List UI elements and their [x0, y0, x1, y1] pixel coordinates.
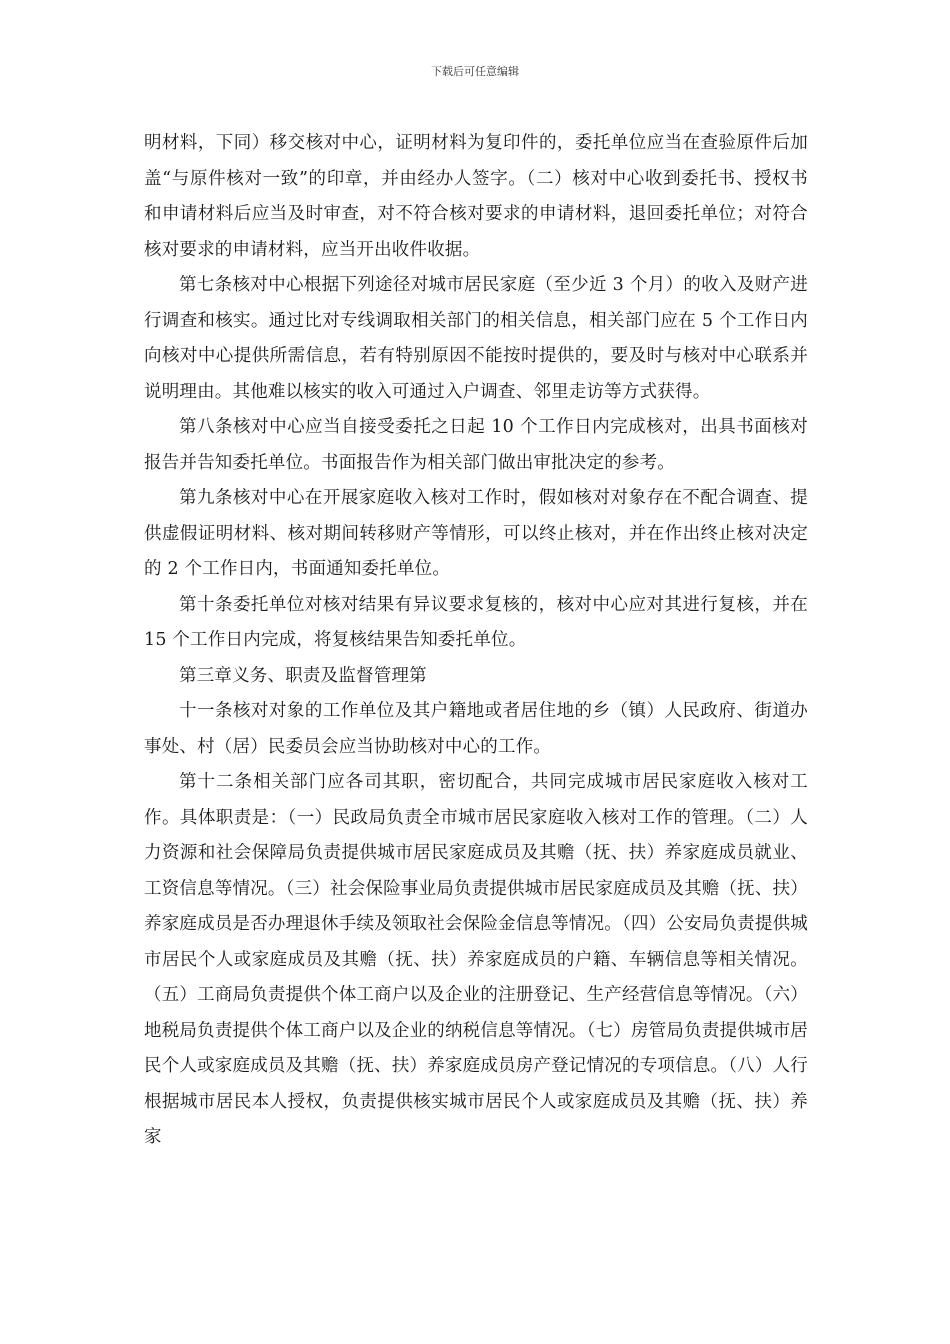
- paragraph-article-11: 十一条核对对象的工作单位及其户籍地或者居住地的乡（镇）人民政府、街道办事处、村（居）民委员会应当协助核对中心的工作。: [144, 701, 808, 757]
- paragraph-article-7: 第七条核对中心根据下列途径对城市居民家庭（至少近 3 个月）的收入及财产进行调查和核实。通过比对专线调取相关部门的相关信息，相关部门应在 5 个工作日内向核对中心提供所需信息，若有特别原因不能按时提供的，要及时与核对中心联系并说明理由。其他难以核实的收入可通过入户调查、邻里走访等方式获得。: [144, 275, 808, 402]
- document-body: [144, 126, 808, 1156]
- paragraph-article-8: 第八条核对中心应当自接受委托之日起 10 个工作日内完成核对，出具书面核对报告并告知委托单位。书面报告作为相关部门做出审批决定的参考。: [144, 417, 808, 473]
- paragraph-article-12: 第十二条相关部门应各司其职，密切配合，共同完成城市居民家庭收入核对工作。具体职责是：（一）民政局负责全市城市居民家庭收入核对工作的管理。（二）人力资源和社会保障局负责提供城市居民家庭成员及其赡（抚、扶）养家庭成员就业、工资信息等情况。（三）社会保险事业局负责提供城市居民家庭成员及其赡（抚、扶）养家庭成员是否办理退休手续及领取社会保险金信息等情况。（四）公安局负责提供城市居民个人或家庭成员及其赡（抚、扶）养家庭成员的户籍、车辆信息等相关情况。（五）工商局负责提供个体工商户以及企业的注册登记、生产经营信息等情况。（六）地税局负责提供个体工商户以及企业的纳税信息等情况。（七）房管局负责提供城市居民个人或家庭成员及其赡（抚、扶）养家庭成员房产登记情况的专项信息。（八）人行根据城市居民本人授权，负责提供核实城市居民个人或家庭成员及其赡（抚、扶）养家: [144, 772, 808, 1147]
- chapter-heading: 第三章义务、职责及监督管理第: [179, 665, 427, 686]
- page-header: 下载后可任意编辑: [431, 65, 519, 78]
- paragraph-continuation: 明材料，下同）移交核对中心，证明材料为复印件的，委托单位应当在查验原件后加盖“与原件核对一致”的印章，并由经办人签字。（二）核对中心收到委托书、授权书和申请材料后应当及时审查，对不符合核对要求的申请材料，退回委托单位；对符合核对要求的申请材料，应当开出收件收据。: [144, 133, 808, 260]
- paragraph-article-9: 第九条核对中心在开展家庭收入核对工作时，假如核对对象存在不配合调查、提供虚假证明材料、核对期间转移财产等情形，可以终止核对，并在作出终止核对决定的 2 个工作日内，书面通知委托单位。: [144, 488, 808, 579]
- paragraph-article-10: 第十条委托单位对核对结果有异议要求复核的，核对中心应对其进行复核，并在 15 个工作日内完成，将复核结果告知委托单位。: [144, 594, 808, 650]
